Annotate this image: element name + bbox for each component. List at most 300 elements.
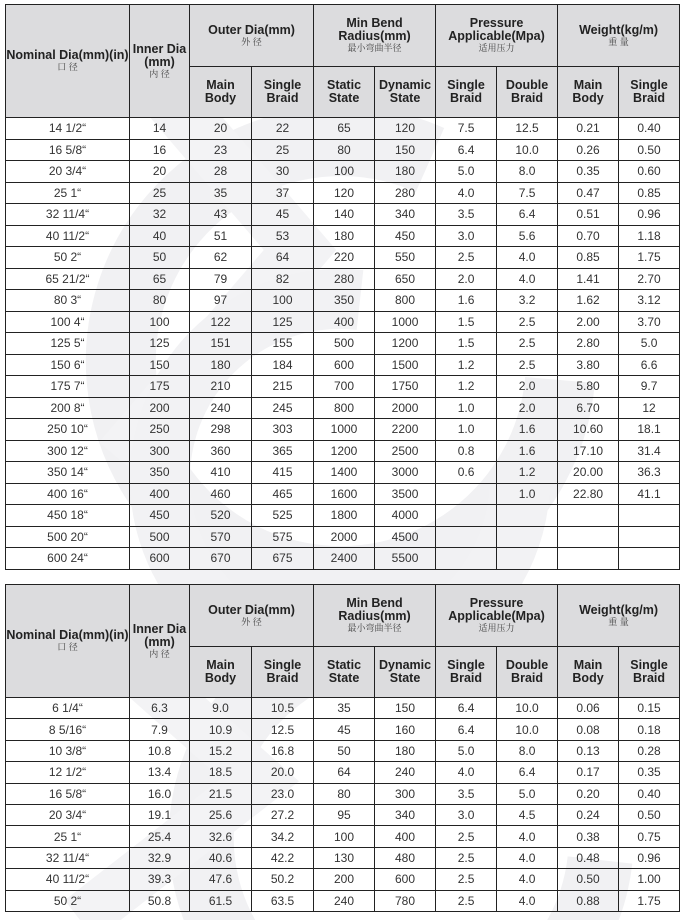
- table-row: [6, 462, 680, 484]
- cell-bend-static: 1200: [314, 440, 375, 462]
- cell-pressure-single-braid: 2.5: [436, 847, 497, 868]
- cell-pressure-double-braid: 6.4: [497, 762, 558, 783]
- cell-pressure-double-braid: 5.6: [497, 225, 558, 247]
- cell-bend-static: 280: [314, 268, 375, 290]
- cell-nominal-dia: 125 5“: [6, 333, 130, 355]
- subheader-pressure-single-braid: Single Braid: [436, 67, 497, 118]
- cell-bend-dynamic: 240: [375, 762, 436, 783]
- cell-pressure-single-braid: [436, 505, 497, 527]
- cell-bend-dynamic: 5500: [375, 548, 436, 570]
- table-row: [6, 826, 680, 847]
- cell-bend-dynamic: 650: [375, 268, 436, 290]
- subheader-main-body: Main Body: [190, 67, 252, 118]
- subheader-single-braid: Single Braid: [252, 647, 314, 698]
- cell-outer-main-body: 79: [190, 268, 252, 290]
- cell-pressure-double-braid: 4.0: [497, 847, 558, 868]
- cell-bend-dynamic: 4000: [375, 505, 436, 527]
- cell-inner-dia: 40: [130, 225, 190, 247]
- cell-outer-main-body: 61.5: [190, 890, 252, 911]
- cell-pressure-single-braid: 0.8: [436, 440, 497, 462]
- table-row: [6, 333, 680, 355]
- cell-inner-dia: 7.9: [130, 719, 190, 740]
- cell-bend-dynamic: 780: [375, 890, 436, 911]
- cell-weight-single-braid: 1.75: [619, 890, 680, 911]
- table-row: [6, 698, 680, 719]
- cell-outer-main-body: 520: [190, 505, 252, 527]
- cell-nominal-dia: 65 21/2“: [6, 268, 130, 290]
- cell-outer-single-braid: 525: [252, 505, 314, 527]
- cell-nominal-dia: 8 5/16“: [6, 719, 130, 740]
- cell-weight-main-body: [558, 548, 619, 570]
- cell-weight-main-body: 3.80: [558, 354, 619, 376]
- cell-nominal-dia: 600 24“: [6, 548, 130, 570]
- cell-bend-static: 180: [314, 225, 375, 247]
- cell-outer-main-body: 210: [190, 376, 252, 398]
- cell-inner-dia: 32: [130, 204, 190, 226]
- cell-outer-main-body: 298: [190, 419, 252, 441]
- cell-bend-static: 50: [314, 740, 375, 761]
- cell-bend-dynamic: 160: [375, 719, 436, 740]
- cell-outer-main-body: 23: [190, 139, 252, 161]
- cell-outer-single-braid: 25: [252, 139, 314, 161]
- cell-inner-dia: 13.4: [130, 762, 190, 783]
- cell-inner-dia: 500: [130, 526, 190, 548]
- table-row: [6, 526, 680, 548]
- cell-pressure-double-braid: 1.6: [497, 419, 558, 441]
- cell-outer-main-body: 40.6: [190, 847, 252, 868]
- cell-pressure-double-braid: [497, 526, 558, 548]
- cell-outer-single-braid: 365: [252, 440, 314, 462]
- cell-weight-single-braid: [619, 505, 680, 527]
- cell-pressure-double-braid: 5.0: [497, 783, 558, 804]
- cell-inner-dia: 450: [130, 505, 190, 527]
- subheader-weight-single-braid: Single Braid: [619, 67, 680, 118]
- cell-bend-static: 600: [314, 354, 375, 376]
- cell-pressure-single-braid: 1.0: [436, 419, 497, 441]
- cell-weight-single-braid: [619, 548, 680, 570]
- cell-outer-single-braid: 30: [252, 161, 314, 183]
- cell-pressure-single-braid: 3.5: [436, 783, 497, 804]
- cell-bend-dynamic: 150: [375, 698, 436, 719]
- table-row: [6, 804, 680, 825]
- cell-pressure-double-braid: 10.0: [497, 719, 558, 740]
- cell-pressure-single-braid: [436, 548, 497, 570]
- cell-pressure-double-braid: 10.0: [497, 698, 558, 719]
- subheader-dynamic-state: Dynamic State: [375, 67, 436, 118]
- table-row: [6, 204, 680, 226]
- cell-pressure-single-braid: [436, 526, 497, 548]
- cell-inner-dia: 250: [130, 419, 190, 441]
- subheader-weight-single-braid: Single Braid: [619, 647, 680, 698]
- cell-weight-main-body: 0.70: [558, 225, 619, 247]
- cell-bend-dynamic: 450: [375, 225, 436, 247]
- cell-weight-main-body: 2.80: [558, 333, 619, 355]
- cell-weight-single-braid: 0.40: [619, 118, 680, 140]
- cell-weight-main-body: 22.80: [558, 483, 619, 505]
- cell-weight-single-braid: 6.6: [619, 354, 680, 376]
- cell-weight-single-braid: 18.1: [619, 419, 680, 441]
- cell-inner-dia: 100: [130, 311, 190, 333]
- cell-outer-single-braid: 27.2: [252, 804, 314, 825]
- cell-pressure-single-braid: 1.2: [436, 376, 497, 398]
- cell-inner-dia: 10.8: [130, 740, 190, 761]
- cell-bend-static: 120: [314, 182, 375, 204]
- cell-weight-main-body: 0.21: [558, 118, 619, 140]
- cell-pressure-single-braid: 1.6: [436, 290, 497, 312]
- cell-outer-main-body: 15.2: [190, 740, 252, 761]
- cell-weight-single-braid: 3.70: [619, 311, 680, 333]
- cell-pressure-double-braid: 6.4: [497, 204, 558, 226]
- cell-bend-static: 200: [314, 869, 375, 890]
- cell-outer-single-braid: 125: [252, 311, 314, 333]
- cell-outer-single-braid: 415: [252, 462, 314, 484]
- cell-outer-single-braid: 82: [252, 268, 314, 290]
- spec-table-1: [5, 4, 680, 570]
- cell-outer-single-braid: 12.5: [252, 719, 314, 740]
- cell-inner-dia: 400: [130, 483, 190, 505]
- cell-bend-static: 700: [314, 376, 375, 398]
- cell-bend-static: 65: [314, 118, 375, 140]
- cell-nominal-dia: 16 5/8“: [6, 783, 130, 804]
- cell-outer-main-body: 62: [190, 247, 252, 269]
- header-inner-dia: Inner Dia (mm) 内 径: [130, 5, 190, 118]
- cell-weight-single-braid: 0.50: [619, 139, 680, 161]
- cell-pressure-double-braid: 7.5: [497, 182, 558, 204]
- cell-weight-main-body: 0.51: [558, 204, 619, 226]
- cell-weight-single-braid: 12: [619, 397, 680, 419]
- cell-inner-dia: 16: [130, 139, 190, 161]
- cell-nominal-dia: 250 10“: [6, 419, 130, 441]
- cell-inner-dia: 300: [130, 440, 190, 462]
- cell-outer-single-braid: 303: [252, 419, 314, 441]
- cell-bend-static: 1000: [314, 419, 375, 441]
- cell-pressure-single-braid: 0.6: [436, 462, 497, 484]
- cell-outer-single-braid: 155: [252, 333, 314, 355]
- cell-nominal-dia: 25 1“: [6, 826, 130, 847]
- subheader-pressure-double-braid: Double Braid: [497, 647, 558, 698]
- table-row: [6, 783, 680, 804]
- table-row: [6, 483, 680, 505]
- cell-nominal-dia: 25 1“: [6, 182, 130, 204]
- cell-bend-static: 64: [314, 762, 375, 783]
- cell-weight-single-braid: 41.1: [619, 483, 680, 505]
- cell-weight-main-body: 0.08: [558, 719, 619, 740]
- cell-outer-main-body: 43: [190, 204, 252, 226]
- cell-bend-dynamic: 3000: [375, 462, 436, 484]
- cell-weight-single-braid: 5.0: [619, 333, 680, 355]
- cell-pressure-double-braid: 2.0: [497, 397, 558, 419]
- cell-bend-dynamic: 180: [375, 161, 436, 183]
- cell-bend-dynamic: 480: [375, 847, 436, 868]
- cell-bend-dynamic: 120: [375, 118, 436, 140]
- header-pressure: Pressure Applicable(Mpa) 适用压力: [436, 585, 558, 647]
- cell-bend-static: 80: [314, 783, 375, 804]
- cell-nominal-dia: 175 7“: [6, 376, 130, 398]
- cell-outer-single-braid: 100: [252, 290, 314, 312]
- cell-weight-main-body: 0.47: [558, 182, 619, 204]
- cell-nominal-dia: 400 16“: [6, 483, 130, 505]
- cell-outer-main-body: 460: [190, 483, 252, 505]
- subheader-main-body: Main Body: [190, 647, 252, 698]
- cell-pressure-single-braid: 1.5: [436, 333, 497, 355]
- cell-outer-single-braid: 34.2: [252, 826, 314, 847]
- cell-pressure-single-braid: 2.5: [436, 869, 497, 890]
- cell-bend-static: 95: [314, 804, 375, 825]
- cell-nominal-dia: 12 1/2“: [6, 762, 130, 783]
- cell-nominal-dia: 40 11/2“: [6, 869, 130, 890]
- cell-inner-dia: 32.9: [130, 847, 190, 868]
- cell-bend-dynamic: 600: [375, 869, 436, 890]
- cell-outer-main-body: 10.9: [190, 719, 252, 740]
- cell-bend-dynamic: 280: [375, 182, 436, 204]
- cell-pressure-double-braid: 3.2: [497, 290, 558, 312]
- cell-weight-single-braid: 0.85: [619, 182, 680, 204]
- cell-outer-single-braid: 245: [252, 397, 314, 419]
- cell-bend-static: 1800: [314, 505, 375, 527]
- cell-pressure-single-braid: 6.4: [436, 139, 497, 161]
- cell-weight-main-body: 2.00: [558, 311, 619, 333]
- cell-nominal-dia: 32 11/4“: [6, 204, 130, 226]
- cell-weight-single-braid: 0.35: [619, 762, 680, 783]
- cell-bend-static: 500: [314, 333, 375, 355]
- table-row: [6, 505, 680, 527]
- cell-weight-main-body: 0.13: [558, 740, 619, 761]
- cell-nominal-dia: 50 2“: [6, 247, 130, 269]
- cell-pressure-single-braid: 7.5: [436, 118, 497, 140]
- cell-outer-single-braid: 575: [252, 526, 314, 548]
- cell-weight-main-body: 1.62: [558, 290, 619, 312]
- cell-outer-main-body: 151: [190, 333, 252, 355]
- cell-outer-main-body: 410: [190, 462, 252, 484]
- cell-weight-single-braid: [619, 526, 680, 548]
- cell-bend-dynamic: 2500: [375, 440, 436, 462]
- cell-weight-main-body: 0.26: [558, 139, 619, 161]
- cell-weight-single-braid: 3.12: [619, 290, 680, 312]
- header-inner-dia: Inner Dia (mm) 内 径: [130, 585, 190, 698]
- subheader-static-state: Static State: [314, 647, 375, 698]
- cell-bend-static: 400: [314, 311, 375, 333]
- cell-outer-single-braid: 45: [252, 204, 314, 226]
- cell-pressure-single-braid: 4.0: [436, 182, 497, 204]
- cell-weight-main-body: [558, 505, 619, 527]
- cell-weight-single-braid: 1.75: [619, 247, 680, 269]
- cell-bend-static: 350: [314, 290, 375, 312]
- cell-pressure-double-braid: 4.0: [497, 890, 558, 911]
- subheader-weight-main-body: Main Body: [558, 67, 619, 118]
- table-row: [6, 354, 680, 376]
- cell-nominal-dia: 20 3/4“: [6, 804, 130, 825]
- cell-weight-main-body: 0.48: [558, 847, 619, 868]
- cell-outer-single-braid: 37: [252, 182, 314, 204]
- table-row: [6, 847, 680, 868]
- cell-weight-single-braid: 1.18: [619, 225, 680, 247]
- cell-pressure-single-braid: 1.2: [436, 354, 497, 376]
- cell-pressure-double-braid: 2.0: [497, 376, 558, 398]
- cell-bend-static: 220: [314, 247, 375, 269]
- cell-outer-main-body: 25.6: [190, 804, 252, 825]
- cell-nominal-dia: 50 2“: [6, 890, 130, 911]
- cell-nominal-dia: 6 1/4“: [6, 698, 130, 719]
- cell-pressure-double-braid: 4.0: [497, 869, 558, 890]
- cell-weight-single-braid: 31.4: [619, 440, 680, 462]
- cell-weight-main-body: 0.50: [558, 869, 619, 890]
- cell-weight-main-body: 0.85: [558, 247, 619, 269]
- cell-bend-static: 100: [314, 826, 375, 847]
- cell-pressure-single-braid: 3.5: [436, 204, 497, 226]
- cell-inner-dia: 16.0: [130, 783, 190, 804]
- cell-weight-single-braid: 0.96: [619, 847, 680, 868]
- cell-outer-main-body: 180: [190, 354, 252, 376]
- table-row: [6, 376, 680, 398]
- cell-outer-main-body: 670: [190, 548, 252, 570]
- table-row: [6, 548, 680, 570]
- cell-inner-dia: 25.4: [130, 826, 190, 847]
- cell-outer-single-braid: 215: [252, 376, 314, 398]
- cell-pressure-single-braid: 5.0: [436, 740, 497, 761]
- cell-weight-single-braid: 0.75: [619, 826, 680, 847]
- cell-pressure-double-braid: 8.0: [497, 740, 558, 761]
- cell-weight-main-body: 1.41: [558, 268, 619, 290]
- cell-weight-single-braid: 36.3: [619, 462, 680, 484]
- spec-table-2-body: [6, 698, 680, 912]
- cell-bend-static: 80: [314, 139, 375, 161]
- cell-weight-main-body: 5.80: [558, 376, 619, 398]
- cell-bend-dynamic: 550: [375, 247, 436, 269]
- table-row: [6, 419, 680, 441]
- cell-outer-single-braid: 675: [252, 548, 314, 570]
- cell-pressure-single-braid: 1.0: [436, 397, 497, 419]
- cell-pressure-single-braid: 2.5: [436, 826, 497, 847]
- cell-inner-dia: 125: [130, 333, 190, 355]
- cell-bend-static: 45: [314, 719, 375, 740]
- cell-weight-main-body: 0.38: [558, 826, 619, 847]
- cell-weight-main-body: 10.60: [558, 419, 619, 441]
- cell-inner-dia: 39.3: [130, 869, 190, 890]
- cell-pressure-double-braid: 12.5: [497, 118, 558, 140]
- cell-outer-main-body: 9.0: [190, 698, 252, 719]
- cell-pressure-single-braid: 2.5: [436, 890, 497, 911]
- table-row: [6, 161, 680, 183]
- cell-bend-dynamic: 150: [375, 139, 436, 161]
- cell-pressure-single-braid: 2.5: [436, 247, 497, 269]
- cell-pressure-single-braid: 5.0: [436, 161, 497, 183]
- cell-outer-main-body: 32.6: [190, 826, 252, 847]
- cell-pressure-single-braid: 3.0: [436, 804, 497, 825]
- cell-inner-dia: 200: [130, 397, 190, 419]
- cell-outer-main-body: 28: [190, 161, 252, 183]
- header-nominal-dia: Nominal Dia(mm)(in) 口 径: [6, 585, 130, 698]
- cell-weight-single-braid: 0.28: [619, 740, 680, 761]
- cell-weight-single-braid: 9.7: [619, 376, 680, 398]
- cell-weight-main-body: 20.00: [558, 462, 619, 484]
- header-weight: Weight(kg/m) 重 量: [558, 585, 680, 647]
- cell-outer-single-braid: 42.2: [252, 847, 314, 868]
- table-row: [6, 182, 680, 204]
- cell-outer-main-body: 20: [190, 118, 252, 140]
- table-row: [6, 869, 680, 890]
- cell-outer-main-body: 97: [190, 290, 252, 312]
- cell-pressure-double-braid: 10.0: [497, 139, 558, 161]
- cell-bend-dynamic: 180: [375, 740, 436, 761]
- table-row: [6, 397, 680, 419]
- cell-weight-single-braid: 0.18: [619, 719, 680, 740]
- cell-inner-dia: 20: [130, 161, 190, 183]
- table-row: [6, 139, 680, 161]
- cell-bend-dynamic: 340: [375, 204, 436, 226]
- cell-inner-dia: 600: [130, 548, 190, 570]
- cell-bend-static: 2400: [314, 548, 375, 570]
- cell-pressure-double-braid: 2.5: [497, 333, 558, 355]
- header-outer-dia: Outer Dia(mm) 外 径: [190, 585, 314, 647]
- cell-outer-single-braid: 184: [252, 354, 314, 376]
- cell-pressure-double-braid: 8.0: [497, 161, 558, 183]
- header-weight: Weight(kg/m) 重 量: [558, 5, 680, 67]
- cell-outer-main-body: 47.6: [190, 869, 252, 890]
- cell-weight-single-braid: 0.96: [619, 204, 680, 226]
- cell-weight-single-braid: 2.70: [619, 268, 680, 290]
- spec-table-1-body: [6, 118, 680, 570]
- cell-weight-single-braid: 1.00: [619, 869, 680, 890]
- cell-outer-single-braid: 465: [252, 483, 314, 505]
- cell-bend-static: 130: [314, 847, 375, 868]
- cell-nominal-dia: 80 3“: [6, 290, 130, 312]
- table-row: [6, 440, 680, 462]
- cell-outer-main-body: 360: [190, 440, 252, 462]
- table-row: [6, 311, 680, 333]
- cell-bend-dynamic: 3500: [375, 483, 436, 505]
- subheader-weight-main-body: Main Body: [558, 647, 619, 698]
- cell-bend-dynamic: 2000: [375, 397, 436, 419]
- cell-inner-dia: 25: [130, 182, 190, 204]
- cell-nominal-dia: 350 14“: [6, 462, 130, 484]
- cell-weight-single-braid: 0.15: [619, 698, 680, 719]
- cell-bend-static: 1600: [314, 483, 375, 505]
- cell-nominal-dia: 40 11/2“: [6, 225, 130, 247]
- header-min-bend-radius: Min Bend Radius(mm) 最小弯曲半径: [314, 585, 436, 647]
- cell-bend-static: 35: [314, 698, 375, 719]
- cell-weight-main-body: 0.35: [558, 161, 619, 183]
- cell-bend-dynamic: 800: [375, 290, 436, 312]
- cell-nominal-dia: 450 18“: [6, 505, 130, 527]
- cell-weight-single-braid: 0.60: [619, 161, 680, 183]
- cell-outer-main-body: 18.5: [190, 762, 252, 783]
- cell-nominal-dia: 100 4“: [6, 311, 130, 333]
- cell-weight-main-body: 17.10: [558, 440, 619, 462]
- cell-pressure-single-braid: 6.4: [436, 698, 497, 719]
- cell-outer-single-braid: 10.5: [252, 698, 314, 719]
- cell-inner-dia: 350: [130, 462, 190, 484]
- cell-nominal-dia: 200 8“: [6, 397, 130, 419]
- cell-pressure-single-braid: 6.4: [436, 719, 497, 740]
- cell-pressure-double-braid: 4.5: [497, 804, 558, 825]
- cell-pressure-double-braid: [497, 548, 558, 570]
- cell-weight-main-body: 0.20: [558, 783, 619, 804]
- cell-pressure-single-braid: 2.0: [436, 268, 497, 290]
- cell-nominal-dia: 14 1/2“: [6, 118, 130, 140]
- cell-bend-dynamic: 1200: [375, 333, 436, 355]
- cell-outer-main-body: 35: [190, 182, 252, 204]
- cell-bend-static: 100: [314, 161, 375, 183]
- cell-bend-static: 2000: [314, 526, 375, 548]
- header-pressure: Pressure Applicable(Mpa) 适用压力: [436, 5, 558, 67]
- cell-bend-static: 1400: [314, 462, 375, 484]
- cell-outer-single-braid: 50.2: [252, 869, 314, 890]
- cell-bend-static: 140: [314, 204, 375, 226]
- subheader-dynamic-state: Dynamic State: [375, 647, 436, 698]
- subheader-single-braid: Single Braid: [252, 67, 314, 118]
- cell-outer-single-braid: 23.0: [252, 783, 314, 804]
- cell-outer-single-braid: 64: [252, 247, 314, 269]
